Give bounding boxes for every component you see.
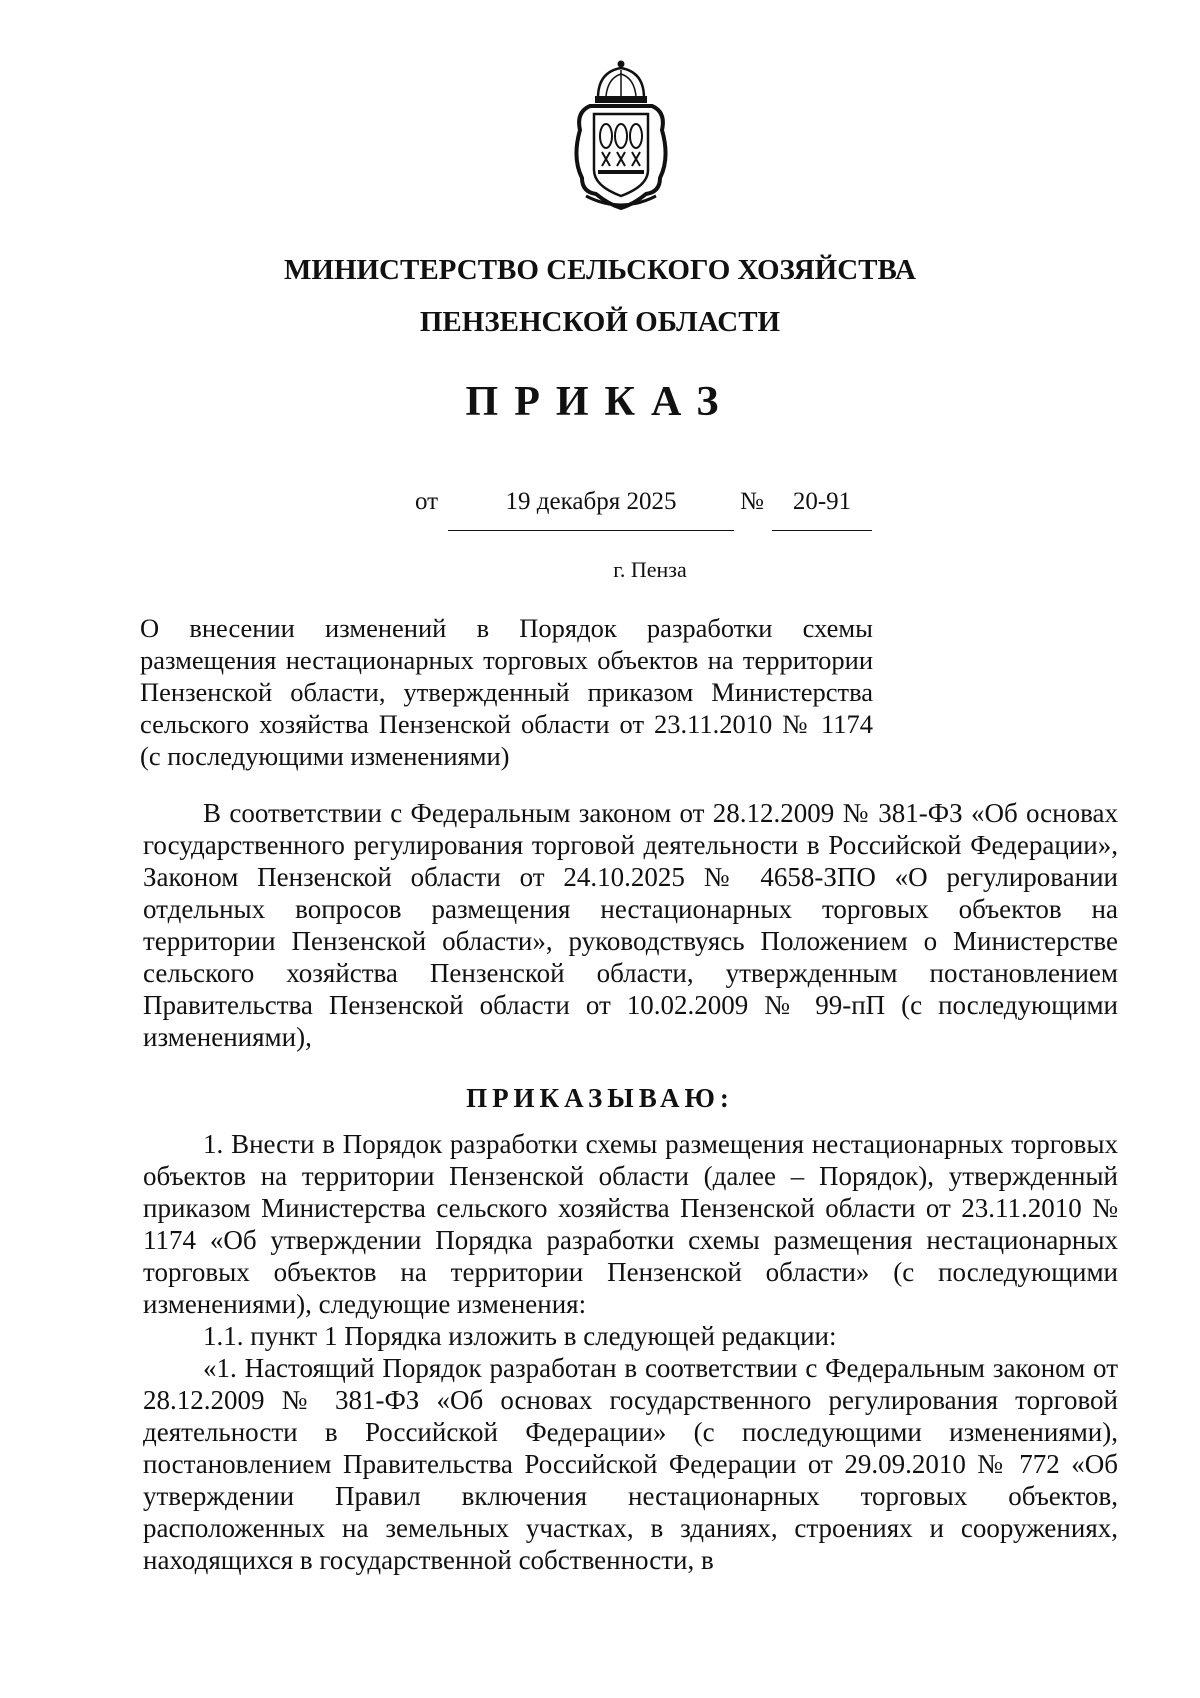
- coat-of-arms-icon: [568, 58, 674, 214]
- order-date: 19 декабря 2025: [505, 488, 677, 515]
- paragraph-1: 1. Внести в Порядок разработки схемы размещения нестационарных торговых объектов на территории Пензенской области (далее – Порядок), утвержденный приказом Министерства сельского хозяйства Пензенской области от 23.11.2010 № 1174 «Об утверждении Порядка разработки схемы размещения нестационарных торговых объектов на территории Пензенской области» (с последующими изменениями), следующие изменения:: [143, 1129, 1118, 1319]
- order-subject: О внесении изменений в Порядок разработки схемы размещения нестационарных торговых объектов на территории Пензенской области, утвержденный приказом Министерства сельского хозяйства Пензенской области от 23.11.2010 № 1174 (с последующими изменениями): [140, 613, 873, 771]
- paragraph-quoted-1: «1. Настоящий Порядок разработан в соответствии с Федеральным законом от 28.12.2009 № 381-ФЗ «Об основах государственного регулирования торговой деятельности в Российской Федерации» (с последующими изменениями), постановлением Правительства Российской Федерации от 29.09.2010 № 772 «Об утверждении Правил включения нестационарных торговых объектов, расположенных на земельных участках, в зданиях, строениях и сооружениях, находящихся в государственной собственности, в: [143, 1353, 1118, 1575]
- document-type-title: ПРИКАЗ: [465, 379, 735, 425]
- date-prefix: от: [415, 488, 439, 515]
- number-underline: [772, 530, 872, 531]
- city-name: г. Пенза: [613, 557, 687, 582]
- ministry-line-2: ПЕНЗЕНСКОЙ ОБЛАСТИ: [419, 306, 781, 338]
- order-body: [143, 1128, 1118, 1576]
- date-underline: [448, 530, 734, 531]
- ministry-name: [200, 244, 1000, 348]
- decree-heading: ПРИКАЗЫВАЮ:: [466, 1083, 734, 1113]
- number-sign: №: [740, 488, 764, 515]
- paragraph-1-1: 1.1. пункт 1 Порядка изложить в следующей редакции:: [203, 1321, 837, 1351]
- ministry-line-1: МИНИСТЕРСТВО СЕЛЬСКОГО ХОЗЯЙСТВА: [284, 254, 916, 286]
- order-number: 20-91: [792, 488, 852, 515]
- preamble: [143, 797, 1118, 1053]
- preamble-text: В соответствии с Федеральным законом от 28.12.2009 № 381-ФЗ «Об основах государственного регулирования торговой деятельности в Российской Федерации», Законом Пензенской области от 24.10.2025 № 4658-ЗПО «О регулировании отдельных вопросов размещения нестационарных торговых объектов на территории Пензенской области», руководствуясь Положением о Министерстве сельского хозяйства Пензенской области, утвержденным постановлением Правительства Пензенской области от 10.02.2009 № 99-пП (с последующими изменениями),: [143, 798, 1118, 1052]
